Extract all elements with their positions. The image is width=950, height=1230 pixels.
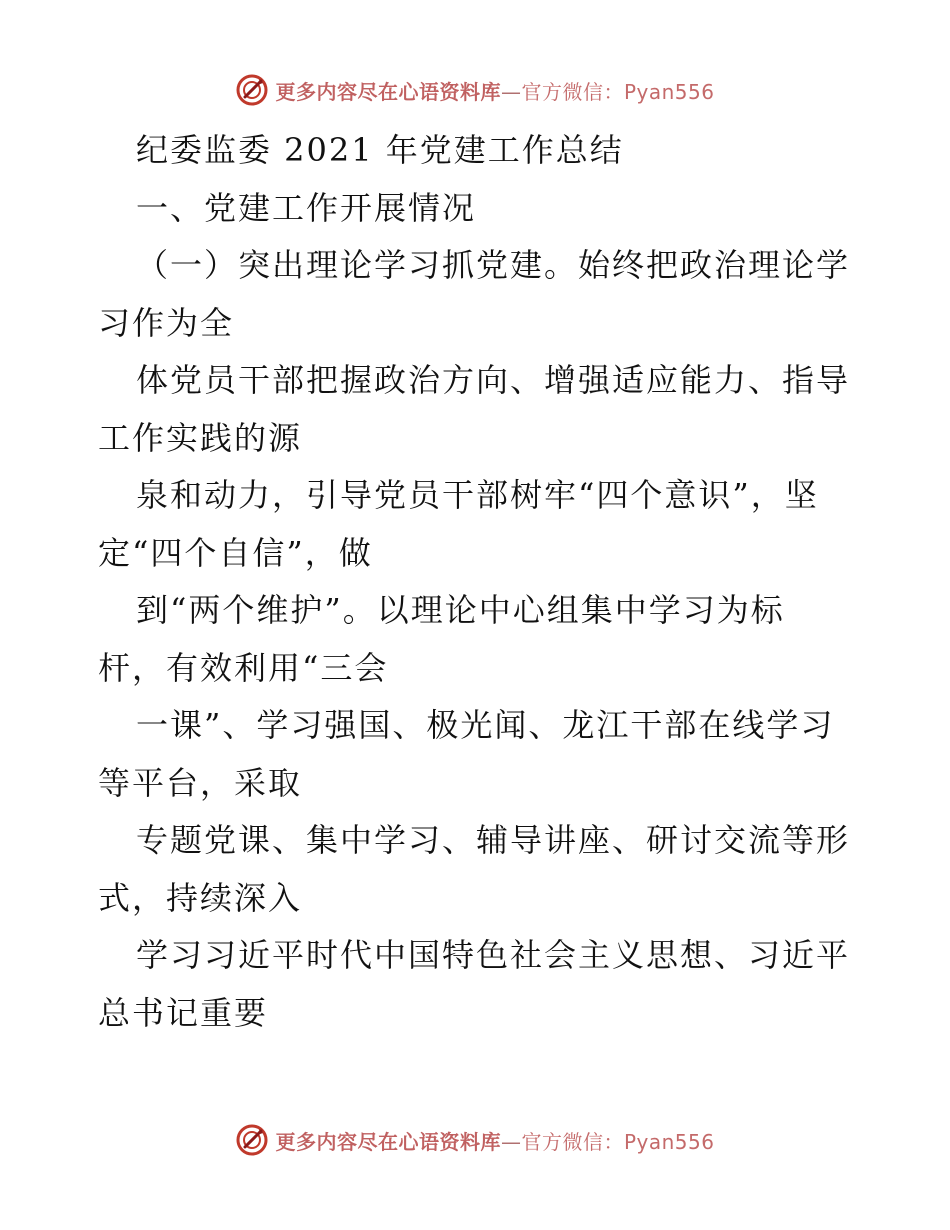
watermark-separator: — [500, 1129, 522, 1154]
paragraph-line: 到“两个维护”。以理论中心组集中学习为标 [136, 591, 785, 629]
paragraph-line: 工作实践的源 [98, 418, 303, 457]
watermark-brand: 更多内容尽在心语资料库 [275, 79, 501, 104]
header-watermark [0, 70, 950, 110]
watermark-wechat: 官方微信：Pyan556 [521, 79, 715, 104]
paragraph-line: 总书记重要 [98, 993, 269, 1032]
brand-logo-icon [235, 73, 269, 107]
paragraph-line: 体党员干部把握政治方向、增强适应能力、指导 [136, 361, 851, 399]
paragraph-line: 习作为全 [98, 303, 235, 342]
paragraph-line: 杆，有效利用“三会 [98, 648, 389, 687]
paragraph-line: 定“四个自信”，做 [98, 533, 373, 572]
paragraph-line: 学习习近平时代中国特色社会主义思想、习近平 [136, 936, 851, 974]
document-title: 纪委监委 2021 年党建工作总结 [136, 131, 624, 169]
watermark-wechat: 官方微信：Pyan556 [521, 1129, 715, 1154]
paragraph-line: 专题党课、集中学习、辅导讲座、研讨交流等形 [136, 821, 851, 859]
watermark-separator: — [500, 79, 522, 104]
paragraph-line: 式，持续深入 [98, 878, 303, 917]
paragraph-line: 等平台，采取 [98, 763, 303, 802]
section-heading: 一、党建工作开展情况 [136, 188, 477, 227]
paragraph-line: 一课”、学习强国、极光闻、龙江干部在线学习 [136, 706, 835, 744]
watermark-text [275, 1126, 714, 1155]
footer-watermark [0, 1120, 950, 1160]
brand-logo-icon [235, 1123, 269, 1157]
paragraph-line: 泉和动力，引导党员干部树牢“四个意识”，坚 [136, 476, 819, 514]
watermark-text [275, 76, 714, 105]
document-body [98, 122, 858, 1042]
watermark-brand: 更多内容尽在心语资料库 [275, 1129, 501, 1154]
paragraph-line: （一）突出理论学习抓党建。始终把政治理论学 [136, 246, 851, 284]
